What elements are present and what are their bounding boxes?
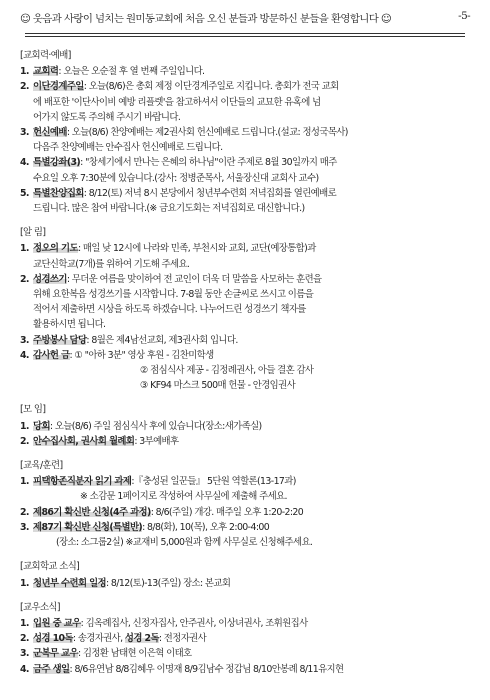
header-rule-bottom bbox=[25, 36, 465, 37]
section-title: [교회력·예배] bbox=[20, 50, 71, 61]
section-worship bbox=[20, 48, 470, 216]
section-notices bbox=[20, 225, 470, 393]
list-item: 2. 이단경계주일: 오늘(8/6)은 총회 제정 이단경계주일로 지킵니다. 총회가 전국 교회 bbox=[20, 81, 339, 93]
section-title: [교회학교 소식] bbox=[20, 561, 80, 573]
list-item: 2. 제86기 확신반 신청(4주 과정): 8/6(주일) 개강. 매주일 오후 1:20-2:20 bbox=[20, 506, 304, 518]
list-item: 4. 감사헌 금: ① "아하 3분" 영상 후원 - 김찬미학생 bbox=[20, 349, 214, 361]
list-item: 1. 교회력: 오늘은 오순절 후 열 번째 주일입니다. bbox=[20, 66, 205, 78]
section-title: [교육/훈련] bbox=[20, 460, 63, 472]
list-item: 1. 청년부 수련회 일정: 8/12(토)-13(주일) 장소: 본교회 bbox=[20, 577, 231, 589]
page-number: -5- bbox=[458, 10, 470, 22]
item-continuation: 어가지 않도록 주의해 주시기 바랍니다. bbox=[33, 111, 181, 123]
item-continuation: 드립니다. 많은 참여 바랍니다.(※ 금요기도회는 저녁집회로 대신합니다.) bbox=[33, 203, 305, 215]
section-education bbox=[20, 458, 470, 550]
list-item: 2. 성경 10독: 송경자권사, 성경 2독: 전정자권사 bbox=[20, 633, 207, 645]
item-continuation: 활용하시면 됩니다. bbox=[33, 319, 106, 331]
list-item: 3. 제87기 확신반 신청(특별반): 8/8(화), 10(목), 오후 2:00-4:00 bbox=[20, 521, 270, 533]
list-item: 4. 금주 생일: 8/6유연남 8/8김혜우 이명재 8/9김남수 정갑님 8/10안봉례 8/11유지현 bbox=[20, 663, 344, 675]
list-item: 1. 당회: 오늘(8/6) 주일 점심식사 후에 있습니다(장소:새가족실) bbox=[20, 420, 262, 432]
item-continuation: ③ KF94 마스크 500매 헌물 - 안경임권사 bbox=[140, 380, 296, 392]
list-item: 1. 피택항존직분자 읽기 과제:『충성된 일꾼들』 5단원 역할론(13-17과) bbox=[20, 476, 296, 488]
list-item: 1. 입원 중 교우: 김옥례집사, 신정자집사, 안주권사, 이상녀권사, 조휘원집사 bbox=[20, 617, 308, 629]
item-note: ※ 소감문 1페이지로 작성하여 사무실에 제출해 주세요. bbox=[80, 491, 287, 503]
list-item: 2. 안수집사회, 권사회 월례회: 3부예배후 bbox=[20, 435, 179, 447]
list-item: 1. 정오의 기도: 매일 낮 12시에 나라와 민족, 부천시와 교회, 교단(예장통합)과 bbox=[20, 243, 316, 255]
page-header bbox=[20, 10, 470, 25]
list-item: 3. 군복무 교우: 김정환 남태현 이은혁 이태호 bbox=[20, 648, 192, 660]
item-continuation: 다음주 찬양예배는 안수집사 헌신예배로 드립니다. bbox=[33, 142, 223, 154]
section-member-news bbox=[20, 600, 470, 677]
item-continuation: ② 점심식사 제공 - 김정례권사, 아들 결혼 감사 bbox=[140, 365, 314, 377]
bulletin-content bbox=[20, 48, 470, 677]
section-title: [모 임] bbox=[20, 404, 46, 416]
list-item: 4. 특별강좌(3): "창세기에서 만나는 은혜의 하나님"이란 주제로 8월 30일까지 매주 bbox=[20, 157, 337, 169]
list-item: 3. 헌신예배: 오늘(8/6) 찬양예배는 제2권사회 헌신예배로 드립니다.(설교: 정성국목사) bbox=[20, 127, 348, 139]
item-note: (장소: 소그룹2실) ※교재비 5,000원과 함께 사무실로 신청해주세요. bbox=[56, 537, 313, 549]
item-continuation: 수요일 오후 7:30분에 있습니다.(강사: 정병준목사, 서울장신대 교회사 교수) bbox=[33, 172, 319, 184]
welcome-text: ☺ 웃음과 사랑이 넘치는 원미동교회에 처음 오신 분들과 방문하신 분들을 환영합니다 ☺ bbox=[20, 13, 392, 25]
list-item: 2. 성경쓰기: 무더운 여름을 맞이하여 전 교인이 더욱 더 말씀을 사모하는 훈련을 bbox=[20, 273, 322, 285]
list-item: 3. 주방봉사 담당: 8월은 제4남선교회, 제3권사회 입니다. bbox=[20, 334, 238, 346]
section-meetings bbox=[20, 402, 470, 449]
section-church-school bbox=[20, 559, 470, 590]
section-title: [알 림] bbox=[20, 227, 46, 239]
item-continuation: 교단신학교(7개)를 위하여 기도해 주세요. bbox=[33, 258, 190, 270]
list-item: 5. 특별찬양집회: 8/12(토) 저녁 8시 본당에서 청년부수련회 저녁집회를 열린예배로 bbox=[20, 187, 337, 199]
header-rule-top bbox=[25, 33, 465, 34]
section-title: [교우소식] bbox=[20, 601, 60, 613]
item-continuation: 에 배포한 '이단사이비 예방 리플렛'을 참고하셔서 이단들의 교묘한 유혹에 넘 bbox=[33, 96, 321, 108]
item-continuation: 위해 요한복음 성경쓰기를 시작합니다. 7-8월 동안 손글씨로 쓰시고 이름을 bbox=[33, 289, 314, 301]
item-continuation: 적어서 제출하면 시상을 하도록 하겠습니다. 나누어드린 성경쓰기 책자를 bbox=[33, 304, 306, 316]
